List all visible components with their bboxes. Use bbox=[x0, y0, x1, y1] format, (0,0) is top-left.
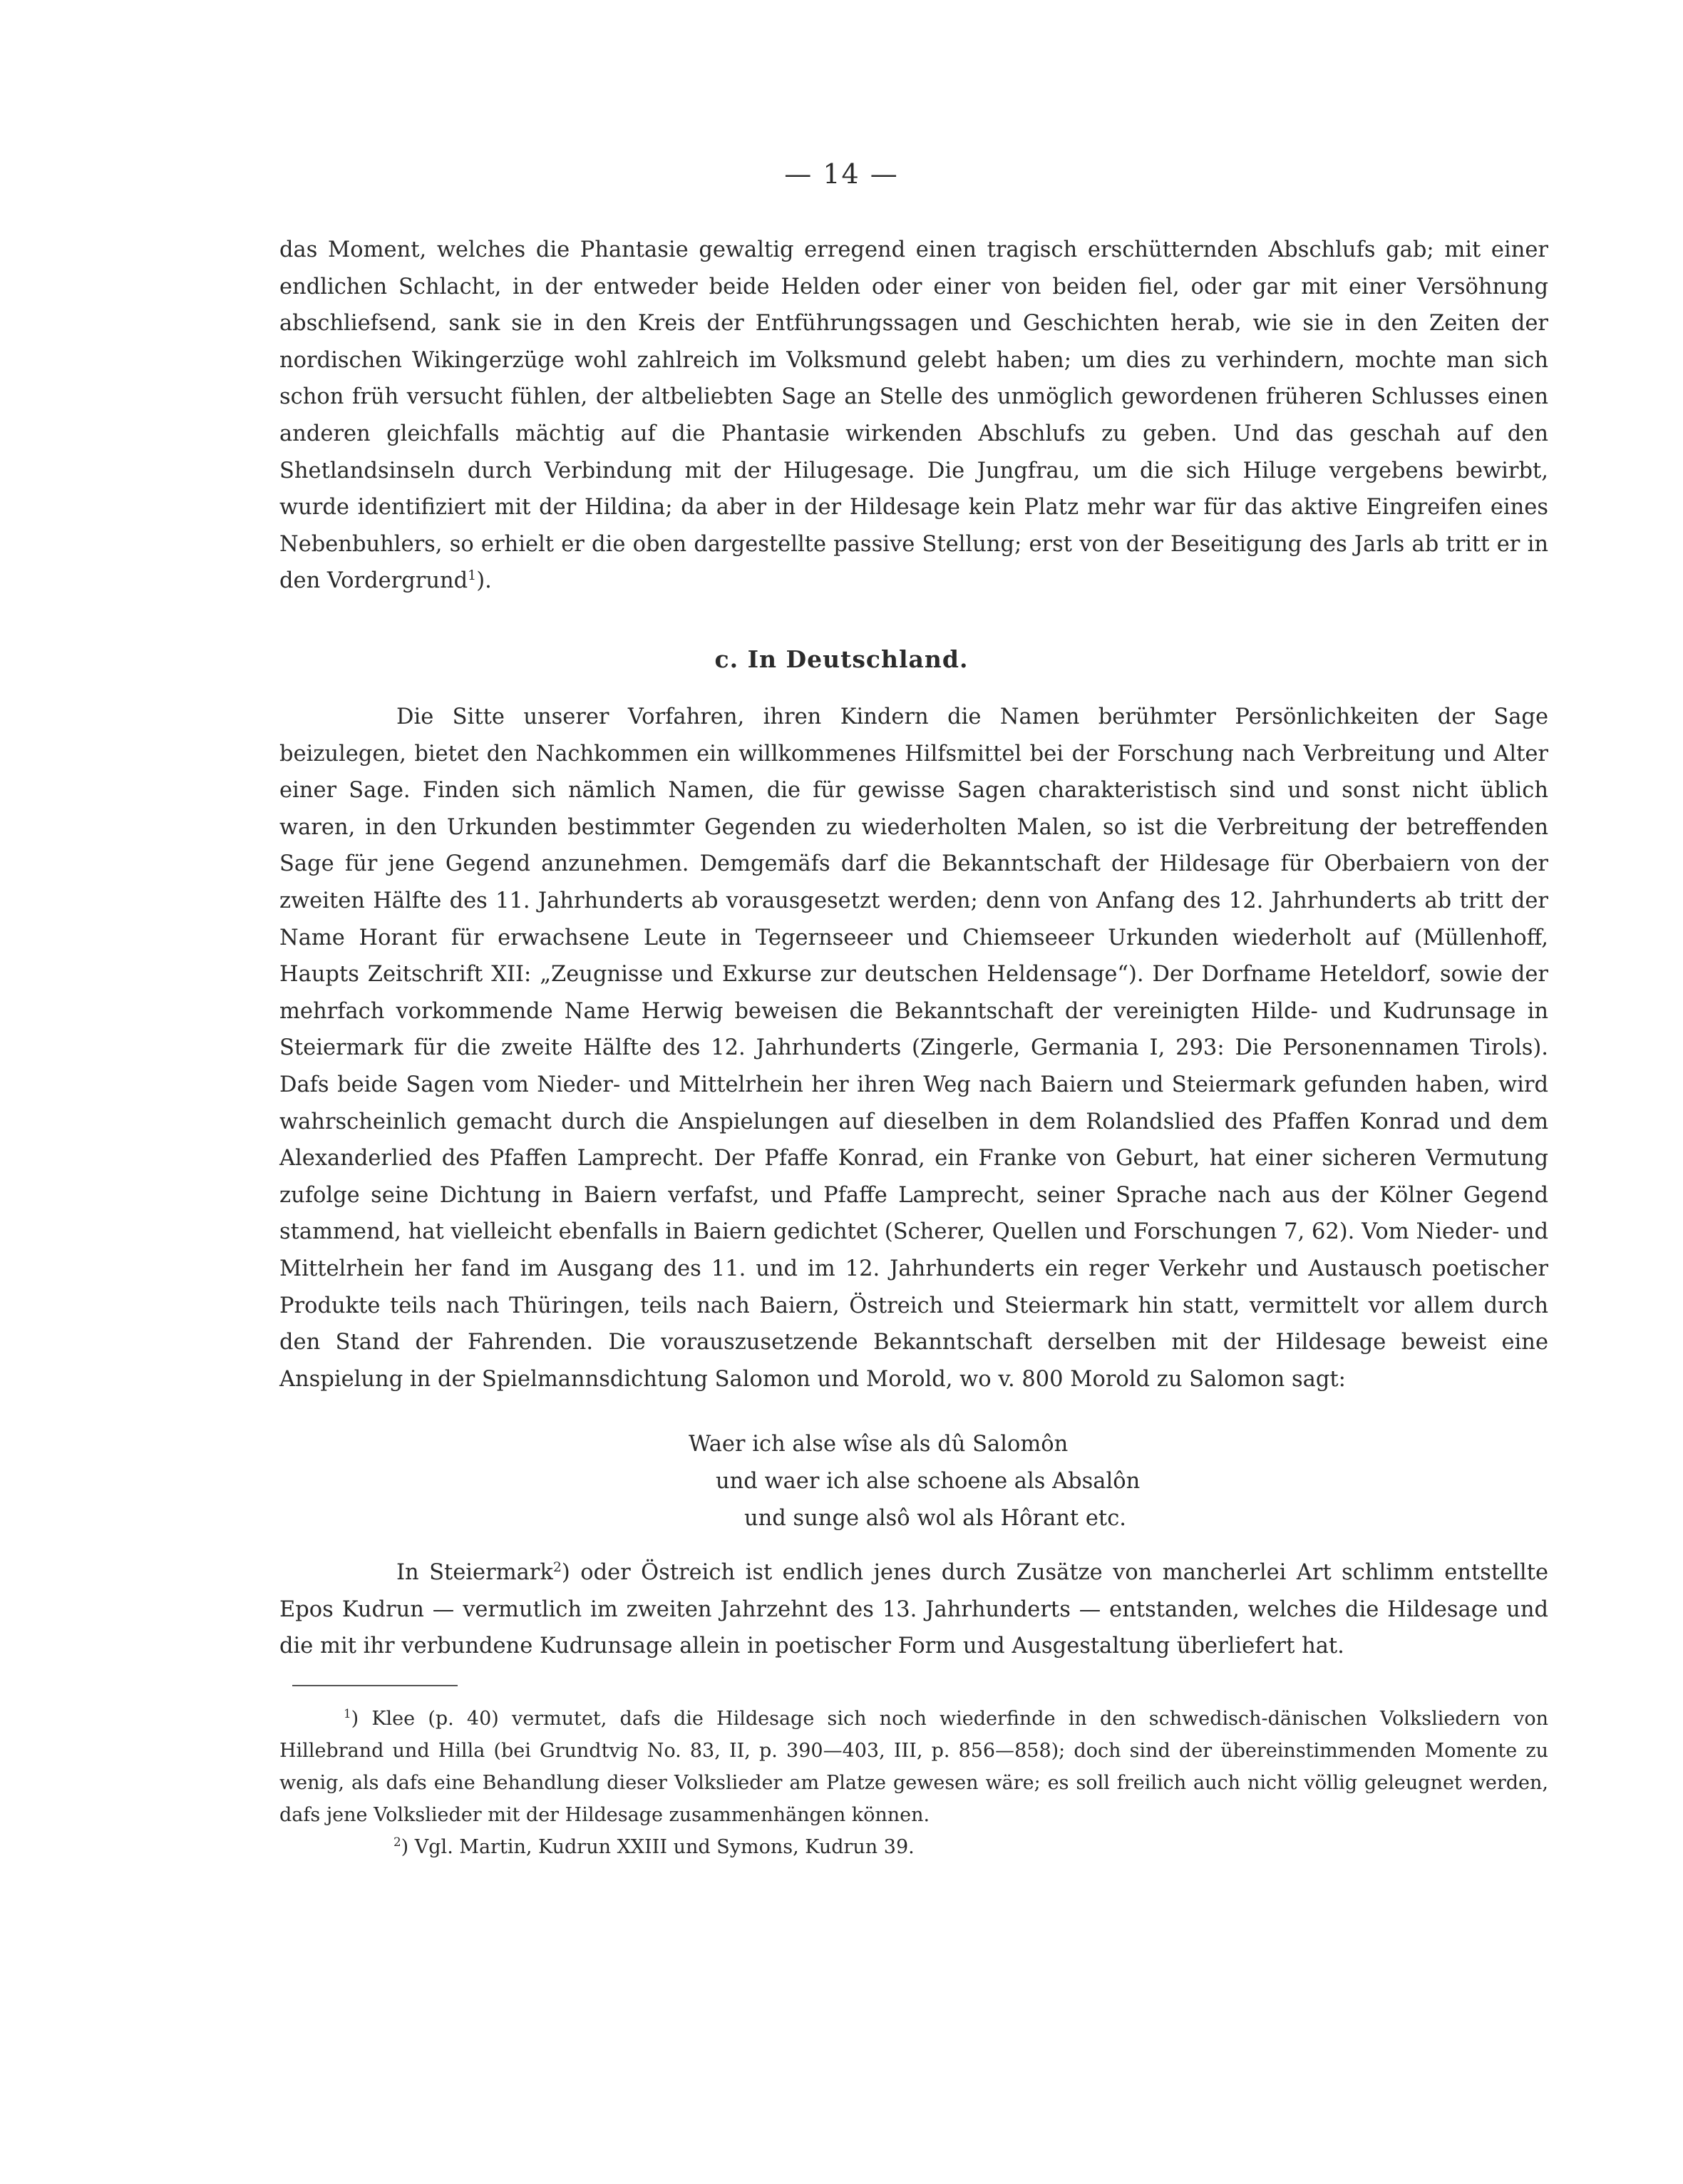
verse-line-2: und waer ich alse schoene als Absalôn bbox=[716, 1469, 1141, 1494]
body-paragraph-2 bbox=[279, 699, 1548, 1398]
paragraph-3-rest: ) oder Östreich ist endlich jenes durch Zusätze von mancherlei Art schlimm entstellte Epos Kudrun — vermutlich im zweiten Jahrzehnt des 13. Jahrhunderts — entstanden, welches die Hildesage und die mit ihr verbundene Kudrunsage allein in poetischer Form und Ausgestaltung überliefert hat. bbox=[279, 1560, 1548, 1659]
paragraph-text bbox=[279, 1554, 1548, 1665]
verse-line-1: Waer ich alse wîse als dû Salomôn bbox=[689, 1432, 1069, 1457]
section-heading: c. In Deutschland. bbox=[714, 645, 969, 673]
footnote-divider bbox=[292, 1685, 458, 1686]
footnote-1 bbox=[279, 1703, 1548, 1831]
paragraph-1-text: das Moment, welches die Phantasie gewaltig erregend einen tragisch erschütternden Abschlufs gab; mit einer endlichen Schlacht, in der entweder beide Helden oder einer von beiden fiel, oder gar mit einer Versöhnung abschliefsend, sank sie in den Kreis der Entführungssagen und Geschichten herab, wie sie in den Zeiten der nordischen Wikingerzüge wohl zahlreich im Volksmund gelebt haben; um dies zu verhindern, mochte man sich schon früh versucht fühlen, der altbeliebten Sage an Stelle des unmöglich gewordenen früheren Schlusses einen anderen gleichfalls mächtig auf die Phantasie wirkenden Abschlufs zu geben. Und das geschah auf den Shetlandsinseln durch Verbindung mit der Hilugesage. Die Jungfrau, um die sich Hiluge vergebens bewirbt, wurde identifiziert mit der Hildina; da aber in der Hildesage kein Platz mehr war für das aktive Eingreifen eines Nebenbuhlers, so erhielt er die oben dargestellte passive Stellung; erst von der Beseitigung des Jarls ab tritt er in den Vordergrund bbox=[279, 237, 1548, 594]
verse-line-3: und sunge alsô wol als Hôrant etc. bbox=[744, 1506, 1126, 1531]
footnote-marker-2: 2 bbox=[393, 1835, 401, 1849]
paragraph-3-start: In Steiermark bbox=[396, 1560, 553, 1585]
footnote-2 bbox=[279, 1831, 1548, 1863]
footnote-1-text: ) Klee (p. 40) vermutet, dafs die Hildesage sich noch wiederfinde in den schwedisch-dänischen Volksliedern von Hillebrand und Hilla (bei Grundtvig No. 83, II, p. 390—403, III, p. 856—858); doch sind der übereinstimmenden Momente zu wenig, als dafs eine Behandlung dieser Volkslieder am Platze gewesen wäre; es soll freilich auch nicht völlig geleugnet werden, dafs jene Volkslieder mit der Hildesage zusammenhängen können. bbox=[279, 1708, 1548, 1826]
paragraph-text bbox=[279, 232, 1548, 600]
footnotes bbox=[279, 1703, 1548, 1863]
footnote-ref-1: 1 bbox=[468, 568, 477, 584]
footnote-2-text: ) Vgl. Martin, Kudrun XXIII und Symons, Kudrun 39. bbox=[401, 1836, 915, 1858]
footnote-marker-1: 1 bbox=[344, 1706, 351, 1721]
body-paragraph-1 bbox=[279, 232, 1548, 600]
paragraph-1-end: ). bbox=[476, 568, 492, 594]
paragraph-2-text: Die Sitte unserer Vorfahren, ihren Kindern die Namen berühmter Persönlichkeiten der Sage beizulegen, bietet den Nachkommen ein willkommenes Hilfsmittel bei der Forschung nach Verbreitung und Alter einer Sage. Finden sich nämlich Namen, die für gewisse Sagen charakteristisch sind und sonst nicht üblich waren, in den Urkunden bestimmter Gegenden zu wiederholten Malen, so ist die Verbreitung der betreffenden Sage für jene Gegend anzunehmen. Demgemäfs darf die Bekanntschaft der Hildesage für Oberbaiern von der zweiten Hälfte des 11. Jahrhunderts ab vorausgesetzt werden; denn von Anfang des 12. Jahrhunderts ab tritt der Name Horant für erwachsene Leute in Tegernseeer und Chiemseeer Urkunden wiederholt auf (Müllenhoff, Haupts Zeitschrift XII: „Zeugnisse und Exkurse zur deutschen Heldensage“). Der Dorfname Heteldorf, sowie der mehrfach vorkommende Name Herwig beweisen die Bekanntschaft der vereinigten Hilde- und Kudrunsage in Steiermark für die zweite Hälfte des 12. Jahrhunderts (Zingerle, Germania I, 293: Die Personennamen Tirols). Dafs beide Sagen vom Nieder- und Mittelrhein her ihren Weg nach Baiern und Steiermark gefunden haben, wird wahrscheinlich gemacht durch die Anspielungen auf dieselben in dem Rolandslied des Pfaffen Konrad und dem Alexanderlied des Pfaffen Lamprecht. Der Pfaffe Konrad, ein Franke von Geburt, hat einer sicheren Vermutung zufolge seine Dichtung in Baiern verfafst, und Pfaffe Lamprecht, seiner Sprache nach aus der Kölner Gegend stammend, hat vielleicht ebenfalls in Baiern gedichtet (Scherer, Quellen und Forschungen 7, 62). Vom Nieder- und Mittelrhein her fand im Ausgang des 11. und im 12. Jahrhunderts ein reger Verkehr und Austausch poetischer Produkte teils nach Thüringen, teils nach Baiern, Östreich und Steiermark hin statt, vermittelt vor allem durch den Stand der Fahrenden. Die vorauszusetzende Bekanntschaft derselben mit der Hildesage beweist eine Anspielung in der Spielmannsdichtung Salomon und Morold, wo v. 800 Morold zu Salomon sagt: bbox=[279, 704, 1548, 1392]
page-number: — 14 — bbox=[784, 158, 899, 190]
body-paragraph-3 bbox=[279, 1554, 1548, 1665]
footnote-ref-2: 2 bbox=[552, 1559, 562, 1575]
